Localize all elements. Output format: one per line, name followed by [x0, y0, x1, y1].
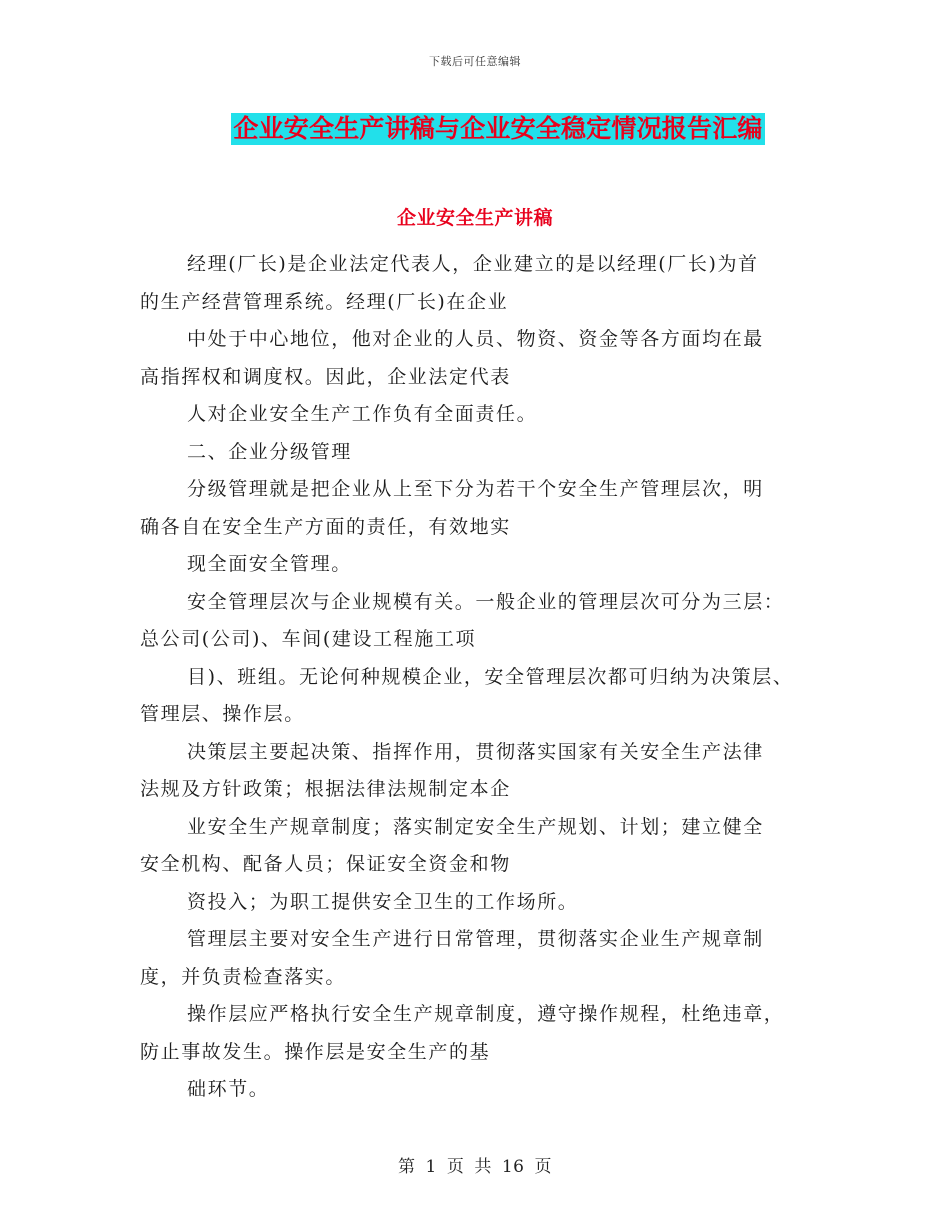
main-title-container [0, 113, 950, 145]
footer-total-unit: 页 [534, 1157, 552, 1177]
footer-total-label: 共 [474, 1157, 492, 1177]
body-line: 管理层、操作层。 [140, 703, 305, 725]
body-line: 防止事故发生。操作层是安全生产的基 [140, 1040, 491, 1063]
body-line: 管理层主要对安全生产进行日常管理，贯彻落实企业生产规章制 [187, 928, 764, 950]
body-line: 现全面安全管理。 [187, 553, 352, 575]
body-line: 确各自在安全生产方面的责任，有效地实 [140, 515, 511, 538]
body-line: 分级管理就是把企业从上至下分为若干个安全生产管理层次，明 [187, 478, 764, 500]
body-line: 业安全生产规章制度；落实制定安全生产规划、计划；建立健全 [187, 815, 764, 838]
body-line: 总公司(公司)、车间(建设工程施工项 [140, 628, 477, 650]
body-line: 操作层应严格执行安全生产规章制度，遵守操作规程，杜绝违章， [187, 1003, 785, 1025]
body-line: 人对企业安全生产工作负有全面责任。 [187, 403, 538, 425]
body-line: 目)、班组。无论何种规模企业，安全管理层次都可归纳为决策层、 [187, 665, 794, 688]
footer-total-pages: 16 [501, 1157, 525, 1177]
main-title: 企业安全生产讲稿与企业安全稳定情况报告汇编 [233, 114, 763, 143]
body-line: 度，并负责检查落实。 [140, 965, 347, 988]
body-line: 二、企业分级管理 [187, 440, 352, 463]
footer-page-label: 第 [398, 1157, 416, 1177]
section-title: 企业安全生产讲稿 [396, 207, 553, 229]
body-line: 安全机构、配备人员；保证安全资金和物 [140, 853, 511, 875]
header-note: 下载后可任意编辑 [429, 55, 521, 68]
body-line: 法规及方针政策；根据法律法规制定本企 [140, 778, 511, 800]
footer-page-unit: 页 [446, 1157, 465, 1177]
footer-page-number: 1 [425, 1157, 437, 1177]
body-line: 中处于中心地位，他对企业的人员、物资、资金等各方面均在最 [187, 328, 764, 350]
document-body [140, 246, 830, 1109]
body-line: 高指挥权和调度权。因此，企业法定代表 [140, 365, 511, 388]
body-line: 的生产经营管理系统。经理(厂长)在企业 [140, 290, 509, 313]
body-line: 础环节。 [187, 1078, 270, 1100]
body-line: 经理(厂长)是企业法定代表人，企业建立的是以经理(厂长)为首 [187, 253, 759, 275]
body-line: 资投入；为职工提供安全卫生的工作场所。 [187, 890, 579, 913]
body-line: 安全管理层次与企业规模有关。一般企业的管理层次可分为三层： [187, 590, 785, 613]
page-footer [0, 1152, 950, 1177]
body-line: 决策层主要起决策、指挥作用，贯彻落实国家有关安全生产法律 [187, 740, 764, 763]
